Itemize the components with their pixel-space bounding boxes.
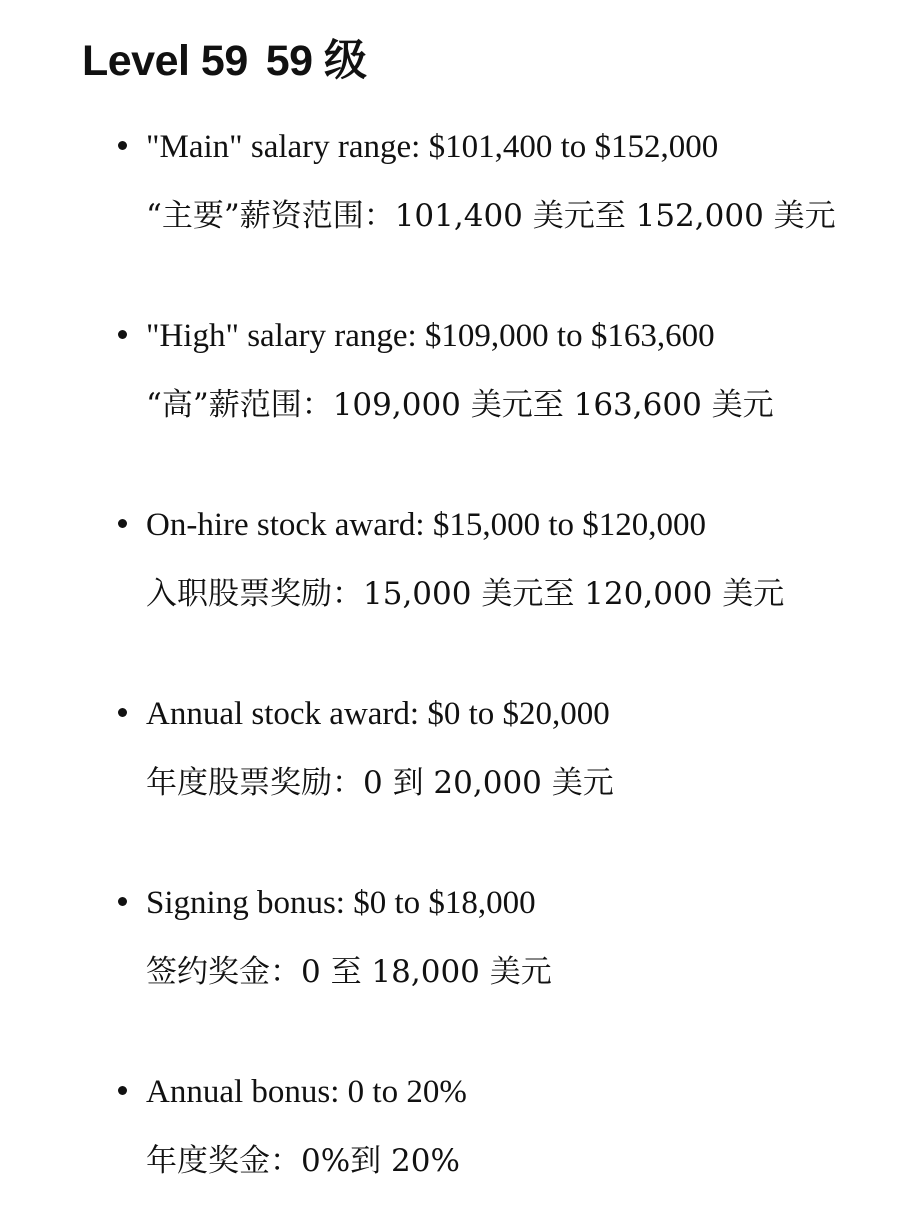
page-title-chinese: 59 级 bbox=[265, 37, 367, 85]
item-chinese-text: 入职股票奖励：15,000 美元至 120,000 美元 bbox=[146, 576, 785, 612]
item-english-text: "Main" salary range: $101,400 to $152,000 bbox=[146, 129, 719, 165]
bullet-icon bbox=[118, 708, 127, 717]
item-english-text: Annual bonus: 0 to 20% bbox=[146, 1074, 467, 1110]
bullet-icon bbox=[118, 897, 127, 906]
bullet-icon bbox=[118, 141, 127, 150]
item-chinese-text: 签约奖金：0 至 18,000 美元 bbox=[146, 954, 552, 990]
item-chinese-text: “主要”薪资范围：101,400 美元至 152,000 美元 bbox=[146, 198, 836, 234]
bullet-icon bbox=[118, 330, 127, 339]
bullet-icon bbox=[118, 1086, 127, 1095]
bullet-icon bbox=[118, 519, 127, 528]
item-english-text: Annual stock award: $0 to $20,000 bbox=[146, 696, 610, 732]
item-english-text: "High" salary range: $109,000 to $163,600 bbox=[146, 318, 715, 354]
page-title bbox=[82, 34, 367, 88]
item-chinese-text: 年度奖金：0%到 20% bbox=[146, 1143, 460, 1179]
item-english-text: Signing bonus: $0 to $18,000 bbox=[146, 885, 536, 921]
item-chinese-text: “高”薪范围：109,000 美元至 163,600 美元 bbox=[146, 387, 774, 423]
item-english-text: On-hire stock award: $15,000 to $120,000 bbox=[146, 507, 706, 543]
item-chinese-text: 年度股票奖励：0 到 20,000 美元 bbox=[146, 765, 614, 801]
page-title-english: Level 59 bbox=[82, 37, 248, 85]
